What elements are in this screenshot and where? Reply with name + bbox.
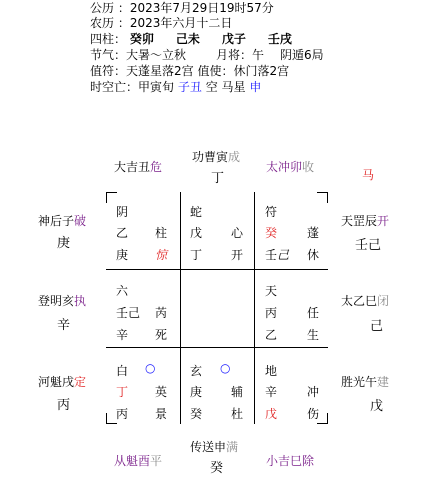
- palace-star: 英: [155, 385, 168, 399]
- palace-door: 杜: [231, 407, 244, 421]
- outer-top-left: [114, 158, 162, 175]
- zhishi-label: 值使：: [197, 64, 234, 78]
- maxing-value: 申: [249, 80, 262, 94]
- outer-left-bot-stem: 丙: [57, 398, 71, 413]
- palace-heaven-stem: 戊: [190, 226, 203, 240]
- outer-right-mid-stem: 己: [370, 319, 384, 334]
- shikong-line: [90, 80, 261, 94]
- jieqi-line: [90, 48, 324, 62]
- palace-heaven-stem: 丙: [265, 306, 278, 320]
- day-state: 开: [377, 214, 390, 228]
- zhifu-label: 值符：: [90, 64, 127, 78]
- palace-door: 惊: [155, 248, 168, 262]
- branch-name: 功曹寅: [192, 150, 229, 164]
- day-state: 执: [74, 294, 87, 308]
- branch-name: 传送申: [190, 440, 227, 454]
- palace-door: 休: [307, 248, 320, 262]
- day-state: 平: [150, 454, 163, 468]
- day-state: 除: [302, 454, 315, 468]
- palace-heaven-stem: 癸: [265, 226, 278, 240]
- zhifu-value: 天蓬星落2宫: [126, 64, 194, 78]
- nongli-line: [90, 16, 232, 30]
- jieqi-label: 节气：: [90, 48, 127, 62]
- branch-name: 太乙巳: [341, 294, 378, 308]
- palace-star: 芮: [155, 306, 168, 320]
- palace-door: 生: [307, 328, 320, 342]
- palace-god: 蛇: [190, 205, 203, 219]
- grid-line-v1: [180, 192, 181, 424]
- outer-right-top-stem: 壬己: [355, 238, 382, 253]
- grid-line-h2: [106, 347, 328, 348]
- palace-earth-stem: 丙: [116, 407, 129, 421]
- palace-earth-stem: [265, 246, 289, 263]
- gongli-value: 2023年7月29日19时57分: [129, 1, 274, 15]
- day-state: 闭: [377, 294, 390, 308]
- zhishi-value: 休门落2宫: [233, 64, 290, 78]
- outer-left-mid: [38, 292, 86, 309]
- palace-earth-stem: 庚: [116, 248, 129, 262]
- day-state: 收: [302, 160, 315, 174]
- ma-marker: 马: [362, 168, 375, 182]
- gongli-line: [90, 1, 274, 15]
- branch-name: 神后子: [38, 214, 75, 228]
- day-state: 危: [150, 160, 163, 174]
- outer-top-mid: [192, 148, 240, 165]
- day-state: 建: [377, 375, 390, 389]
- palace-star: 心: [231, 226, 244, 240]
- yuejiang-value: 午: [252, 48, 265, 62]
- yuejiang-label: 月将：: [216, 48, 253, 62]
- kong-word: 空: [205, 80, 218, 94]
- outer-right-mid: [341, 292, 389, 309]
- day-pillar: 戊子: [221, 32, 246, 46]
- shikong-label: 时空亡：: [90, 80, 139, 94]
- palace-god: 阴: [116, 205, 129, 219]
- outer-top-right: [266, 158, 314, 175]
- outer-bot-mid: [190, 438, 238, 455]
- sizhu-line: [90, 32, 292, 46]
- branch-name: 河魁戌: [38, 375, 75, 389]
- corner-top-left: [106, 192, 117, 203]
- kongwang-circle-icon: ○: [220, 361, 231, 375]
- palace-god: 六: [116, 284, 129, 298]
- heaven-stem-b: 己: [128, 306, 141, 320]
- palace-earth-stem: 戊: [265, 407, 278, 421]
- palace-earth-stem: 乙: [265, 328, 278, 342]
- palace-heaven-stem: 丁: [116, 385, 129, 399]
- palace-door: 景: [155, 407, 168, 421]
- grid-line-h1: [106, 269, 328, 270]
- outer-left-mid-stem: 辛: [57, 318, 71, 333]
- palace-door: 伤: [307, 407, 320, 421]
- branch-name: 登明亥: [38, 294, 75, 308]
- outer-left-top: [38, 212, 86, 229]
- palace-god: 符: [265, 205, 278, 219]
- outer-right-bot-stem: 戊: [370, 399, 384, 414]
- outer-left-bot: [38, 373, 86, 390]
- branch-name: 大吉丑: [114, 160, 151, 174]
- palace-star: 柱: [155, 226, 168, 240]
- branch-name: 太冲卯: [266, 160, 303, 174]
- kongwang-circle-icon: ○: [145, 361, 156, 375]
- maxing-label: 马星: [221, 80, 246, 94]
- palace-earth-stem: 辛: [116, 328, 129, 342]
- palace-heaven-stem: 乙: [116, 226, 129, 240]
- palace-god: 地: [265, 364, 278, 378]
- ju-value: 阴遁6局: [280, 48, 324, 62]
- palace-god: 天: [265, 284, 278, 298]
- sizhu-label: 四柱：: [90, 32, 127, 46]
- outer-bot-mid-stem: 癸: [210, 461, 224, 476]
- grid-line-v2: [254, 192, 255, 424]
- xun-value: 甲寅旬: [138, 80, 175, 94]
- palace-heaven-stem: [116, 304, 140, 321]
- heaven-stem-a: 壬: [116, 306, 129, 320]
- outer-bot-left: [114, 452, 162, 469]
- palace-earth-stem: 癸: [190, 407, 203, 421]
- branch-name: 从魁酉: [114, 454, 151, 468]
- kong-branches: 子丑: [177, 80, 202, 94]
- palace-earth-stem: 丁: [190, 248, 203, 262]
- earth-stem-a: 壬: [265, 248, 278, 262]
- nongli-value: 2023年六月十二日: [129, 16, 233, 30]
- outer-bot-right: [266, 452, 314, 469]
- palace-door: 开: [231, 248, 244, 262]
- gongli-label: 公历 ：: [90, 1, 130, 15]
- palace-god: 白: [116, 364, 129, 378]
- nongli-label: 农历 ：: [90, 16, 130, 30]
- branch-name: 天罡辰: [341, 214, 378, 228]
- corner-top-right: [317, 192, 328, 203]
- palace-door: 死: [155, 328, 168, 342]
- branch-name: 胜光午: [341, 375, 378, 389]
- palace-star: 蓬: [307, 226, 320, 240]
- outer-left-top-stem: 庚: [57, 236, 71, 251]
- day-state: 满: [226, 440, 239, 454]
- hour-pillar: 壬戌: [267, 32, 292, 46]
- outer-right-bot: [341, 373, 389, 390]
- outer-top-mid-stem: 丁: [211, 171, 225, 186]
- palace-god: 玄: [190, 364, 203, 378]
- year-pillar: 癸卯: [129, 32, 154, 46]
- palace-star: 冲: [307, 385, 320, 399]
- day-state: 定: [74, 375, 87, 389]
- palace-star: 任: [307, 306, 320, 320]
- day-state: 成: [228, 150, 241, 164]
- outer-right-top: [341, 212, 389, 229]
- day-state: 破: [74, 214, 87, 228]
- month-pillar: 己未: [175, 32, 200, 46]
- zhifu-line: [90, 64, 289, 78]
- earth-stem-b: 己: [277, 248, 290, 262]
- palace-heaven-stem: 辛: [265, 385, 278, 399]
- palace-star: 辅: [231, 385, 244, 399]
- jieqi-value: 大暑～立秋: [126, 48, 187, 62]
- branch-name: 小吉巳: [266, 454, 303, 468]
- palace-heaven-stem: 庚: [190, 385, 203, 399]
